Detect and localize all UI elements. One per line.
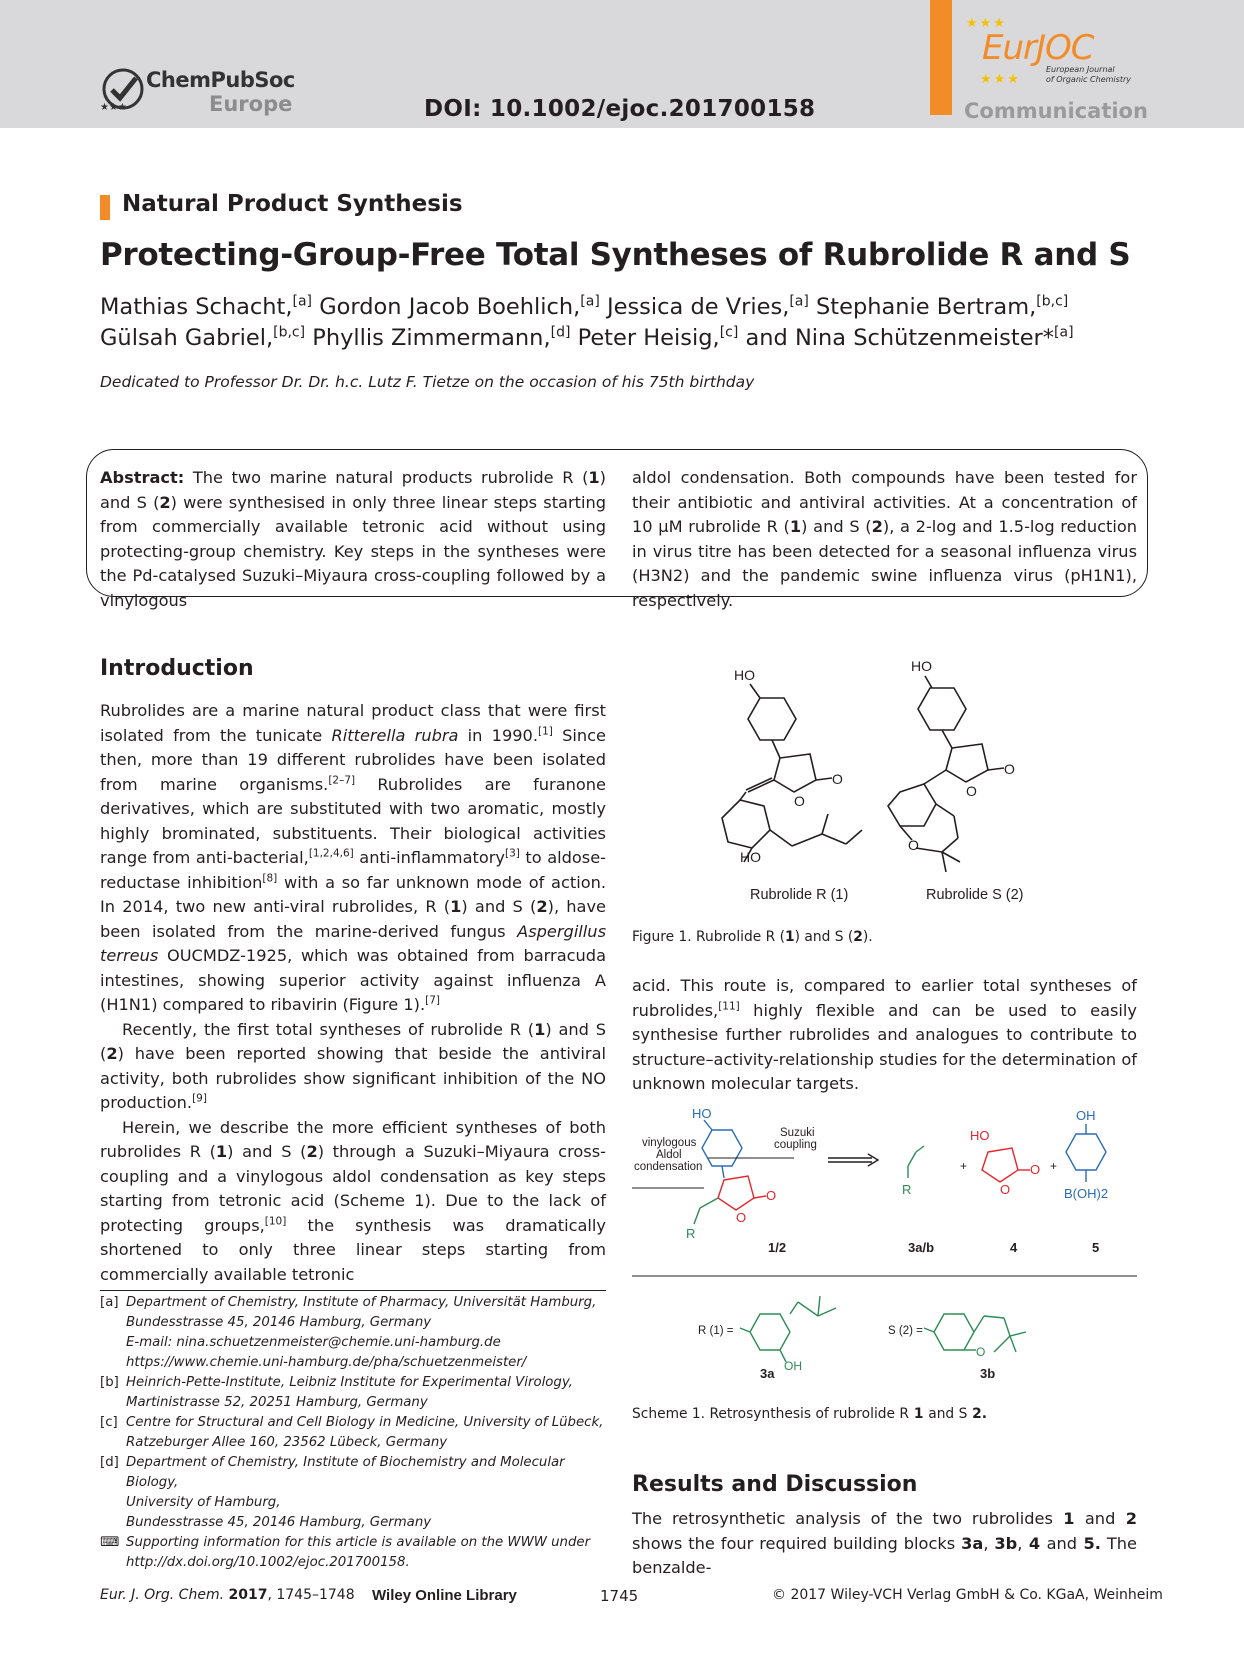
footnote-text: Heinrich-Pette-Institute, Leibniz Institute for Experimental Virology, Martinistrasse 52, 20251 Hamburg, Germany (126, 1375, 573, 1410)
footnote (100, 1453, 606, 1533)
page-number: 1745 (600, 1587, 639, 1605)
author-list (100, 292, 1200, 354)
abstract-left-text: The two marine natural products rubrolide R (1) and S (2) were synthesised in only three linear steps starting from commercially available tetronic acid without using protecting-group chemistry. Key steps in the syntheses were the Pd-catalysed Suzuki–Miyaura cross-coupling followed by a vinylogous (100, 468, 606, 610)
footnote-text: Department of Chemistry, Institute of Pharmacy, Universität Hamburg, Bundesstrasse 45, 20146 Hamburg, Germany E-mail: nina.schuetzenmeister@chemie.uni-hamburg.de https://www.chemie.uni-hamburg.de/pha/schuetzenmeister/ (126, 1295, 597, 1370)
footer-citation (100, 1587, 355, 1603)
publisher-sub: Europe (209, 92, 293, 116)
scheme-annotation: Suzuki (780, 1127, 815, 1139)
footnote (100, 1413, 606, 1453)
doi: DOI: 10.1002/ejoc.201700158 (424, 96, 816, 122)
scheme-annotation: coupling (774, 1139, 817, 1151)
author: Mathias Schacht,[a] (100, 293, 313, 320)
intro-paragraph-3-continued: acid. This route is, compared to earlier total syntheses of rubrolides,[11] highly flexible and can be used to easily synthesise further rubrolides and analogues to contribute to structure–activity-relationship studies for the determination of unknown molecular targets. (632, 976, 1137, 1093)
figure-1-label-s: Rubrolide S (2) (926, 887, 1024, 903)
footnotes (100, 1293, 606, 1573)
author: Phyllis Zimmermann,[d] (312, 324, 571, 351)
scheme-atom: OH (784, 1359, 802, 1373)
computer-icon: ⌨ (100, 1535, 120, 1550)
footnote (100, 1293, 606, 1373)
scheme-atom: O (976, 1345, 986, 1359)
scheme-label: 1/2 (768, 1240, 787, 1255)
atom-label: O (832, 771, 843, 787)
footnote-label: [c] (100, 1415, 118, 1430)
author-line-2 (100, 323, 1200, 354)
atom-label: HO (734, 667, 755, 683)
scheme-annotation: vinylogous (642, 1137, 697, 1149)
author: Peter Heisig,[c] (577, 324, 739, 351)
scheme-sub-label: 3a (760, 1366, 775, 1380)
plus-sign: + (960, 1159, 968, 1173)
figure-1-caption: Figure 1. Rubrolide R (1) and S (2). (632, 929, 873, 945)
footnote-text: Department of Chemistry, Institute of Biochemistry and Molecular Biology, University of Hamburg, Bundesstrasse 45, 20146 Hamburg, Germany (126, 1455, 565, 1530)
atom-label: HO (740, 849, 761, 865)
footnote-label: [a] (100, 1295, 119, 1310)
scheme-atom: HO (970, 1128, 990, 1143)
footer-library[interactable]: Wiley Online Library (372, 1587, 517, 1604)
results-heading: Results and Discussion (632, 1472, 918, 1497)
scheme-label: 5 (1092, 1240, 1100, 1255)
footer-pages: , 1745–1748 (267, 1587, 355, 1603)
scheme-atom: B(OH)2 (1064, 1186, 1109, 1201)
footnote-text: Centre for Structural and Cell Biology in Medicine, University of Lübeck, Ratzeburger Allee 160, 23562 Lübeck, Germany (126, 1415, 604, 1450)
author: Gordon Jacob Boehlich,[a] (319, 293, 600, 320)
article-type: Communication (964, 99, 1148, 123)
journal-subtitle-1: European Journal (1046, 65, 1115, 74)
author-line-1 (100, 292, 1200, 323)
intro-heading: Introduction (100, 656, 254, 681)
scheme-atom: O (766, 1188, 777, 1203)
journal-logo: EurJOC (982, 28, 1094, 68)
intro-paragraph-2: Recently, the first total syntheses of rubrolide R (1) and S (2) have been reported showing that beside the antiviral activity, both rubrolides show significant inhibition of the NO production.[9] (100, 1019, 606, 1112)
intro-body (100, 699, 606, 1287)
scheme-atom: R (686, 1226, 696, 1241)
scheme-label: 3a/b (908, 1240, 935, 1255)
atom-label: O (1004, 761, 1015, 777)
plus-sign: + (1050, 1159, 1058, 1173)
scheme-label: 4 (1010, 1240, 1018, 1255)
footnote (100, 1373, 606, 1413)
author: Gülsah Gabriel,[b,c] (100, 324, 306, 351)
rubrolide-s-structure (888, 658, 1015, 872)
footnote-label: [d] (100, 1455, 119, 1470)
footnote-label: [b] (100, 1375, 119, 1390)
scheme-1 (632, 1100, 1137, 1380)
atom-label: O (794, 793, 805, 809)
intro-paragraph-1: Rubrolides are a marine natural product class that were first isolated from the tunicate Ritterella rubra in 1990.[1] Since then, more than 19 different rubrolides have been isolated from marine organisms.[2–7] Rubrolides are furanone derivatives, which are substituted with two aromatic, mostly highly brominated, substituents. Their biological activities range from anti-bacterial,[1,2,4,6] anti-inflammatory[3] to aldose-reductase inhibition[8] with a so far unknown mode of action. In 2014, two new anti-viral rubrolides, R (1) and S (2), have been isolated from the marine-derived fungus Aspergillus terreus OUCMDZ-1925, which was obtained from barracuda intestines, showing superior activity against influenza A (H1N1) compared to ribavirin (Figure 1).[7] (100, 701, 607, 1014)
abstract-left (100, 466, 606, 613)
figure-1-label-r: Rubrolide R (1) (750, 887, 849, 903)
footnote-text: Supporting information for this article is available on the WWW under http://dx.doi.org/10.1002/ejoc.201700158. (126, 1535, 591, 1570)
svg-text:★★★: ★★★ (100, 102, 127, 113)
intro-paragraph-3: Herein, we describe the more efficient syntheses of both rubrolides R (1) and S (2) through a Suzuki–Miyaura cross-coupling and a vinylogous aldol condensation as key steps starting from tetronic acid (Scheme 1). Due to the lack of protecting groups,[10] the synthesis was dramatically shortened to only three linear steps starting from commercially available tetronic (100, 1117, 606, 1284)
scheme-r-def: R (1) = (698, 1325, 734, 1337)
footnote (100, 1533, 606, 1573)
footer-journal: Eur. J. Org. Chem. (100, 1587, 225, 1603)
atom-label: O (966, 783, 977, 799)
rubrolide-r-structure (722, 667, 862, 865)
scheme-atom: OH (1076, 1108, 1096, 1123)
abstract-right: aldol condensation. Both compounds have been tested for their antibiotic and antiviral activities. At a concentration of 10 µM rubrolide R (1) and S (2), a 2-log and 1.5-log reduction in virus titre has been detected for a seasonal influenza virus (H3N2) and the pandemic swine influenza virus (pH1N1), respectively. (632, 468, 1138, 610)
author: Stephanie Bertram,[b,c] (816, 293, 1069, 320)
scheme-s-def: S (2) = (888, 1325, 923, 1337)
scheme-annotation: Aldol (656, 1149, 682, 1161)
dedication: Dedicated to Professor Dr. Dr. h.c. Lutz F. Tietze on the occasion of his 75th birthday (100, 373, 755, 391)
journal-subtitle-2: of Organic Chemistry (1046, 75, 1131, 84)
abstract-label: Abstract: (100, 468, 185, 487)
results-paragraph-1: The retrosynthetic analysis of the two rubrolides 1 and 2 shows the four required building blocks 3a, 3b, 4 and 5. The benzalde- (632, 1509, 1137, 1577)
atom-label: O (908, 837, 919, 853)
section-heading: Natural Product Synthesis (122, 191, 463, 217)
figure-1 (632, 650, 1137, 910)
scheme-sub-label: 3b (980, 1366, 996, 1380)
atom-label: HO (911, 658, 932, 674)
accent-bar (930, 0, 952, 115)
scheme-atom: O (1030, 1162, 1041, 1177)
section-marker (100, 195, 110, 220)
scheme-atom: R (902, 1182, 912, 1197)
author: and Nina Schützenmeister*[a] (745, 324, 1074, 351)
footer-year: 2017 (228, 1587, 268, 1603)
scheme-atom: HO (692, 1106, 712, 1121)
scheme-annotation: condensation (634, 1161, 703, 1173)
scheme-atom: O (1000, 1182, 1011, 1197)
star-ring-lower-icon: ★★★ (980, 72, 1021, 87)
publisher-name: ChemPubSoc (146, 68, 295, 92)
article-title: Protecting-Group-Free Total Syntheses of Rubrolide R and S (100, 237, 1131, 273)
scheme-1-caption: Scheme 1. Retrosynthesis of rubrolide R 1 and S 2. (632, 1406, 987, 1422)
author: Jessica de Vries,[a] (606, 293, 809, 320)
footnote-rule (100, 1290, 606, 1291)
scheme-atom: O (736, 1210, 747, 1225)
star-ring-icon: ★★★ (966, 16, 1007, 31)
chempubsoc-logo-icon (98, 64, 148, 114)
footer-copyright: © 2017 Wiley-VCH Verlag GmbH & Co. KGaA, Weinheim (772, 1587, 1163, 1603)
